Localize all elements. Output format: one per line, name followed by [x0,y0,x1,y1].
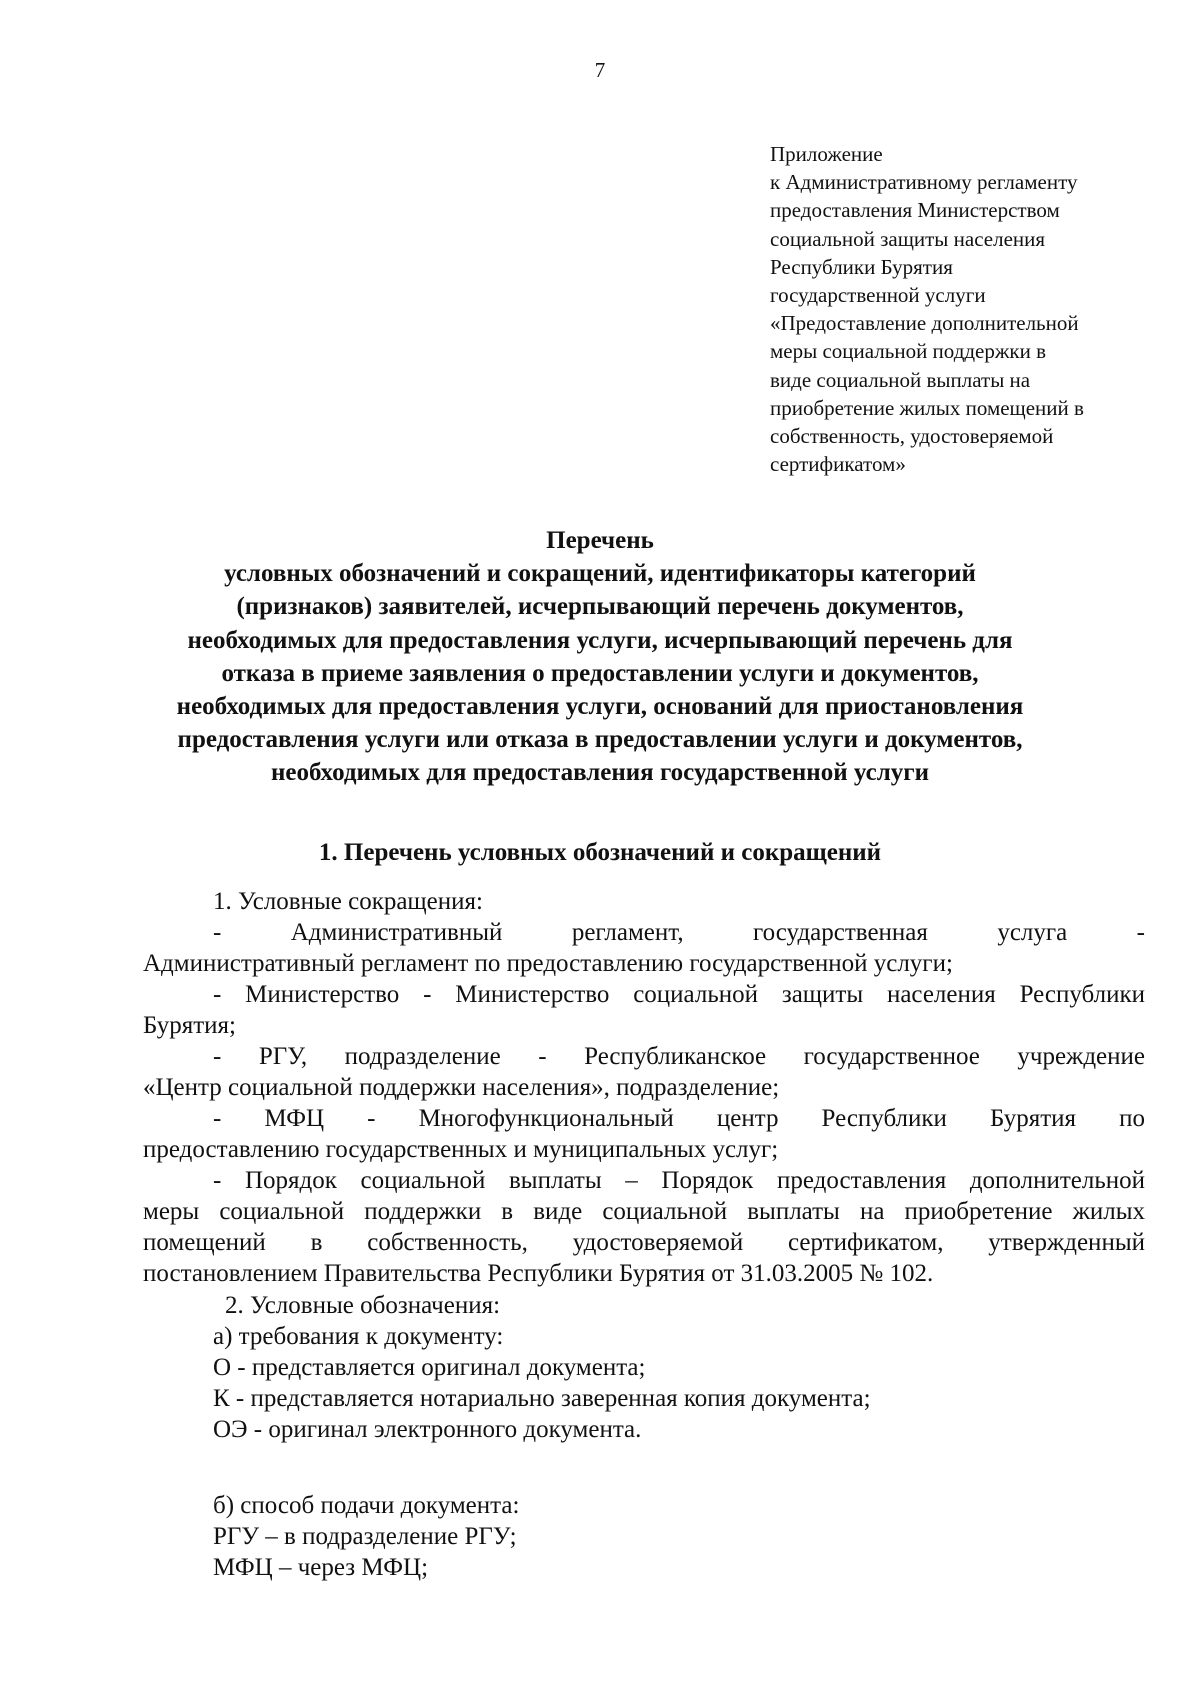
abbr-admin-line1: - Административный регламент, государственная услуга - [213,919,1145,946]
abbr-rgu-line1: - РГУ, подразделение - Республиканское государственное учреждение [213,1043,1145,1070]
title-line: отказа в приеме заявления о предоставлении услуги и документов, [221,659,979,687]
title-line: (признаков) заявителей, исчерпывающий перечень документов, [236,593,964,621]
title-line: необходимых для предоставления услуги, исчерпывающий перечень для [187,626,1013,654]
appendix-line: к Административному регламенту [770,170,1078,195]
submission-method-heading: б) способ подачи документа: [213,1492,520,1519]
title-line: Перечень [546,527,654,554]
abbr-mfc-line1: - МФЦ - Многофункциональный центр Республики Бурятия по [213,1105,1145,1132]
appendix-line: сертификатом» [770,452,906,477]
title-line: предоставления услуги или отказа в предоставлении услуги и документов, [177,726,1023,754]
appendix-line: меры социальной поддержки в [770,339,1046,364]
submission-method-rgu: РГУ – в подразделение РГУ; [213,1523,517,1550]
appendix-line: виде социальной выплаты на [770,367,1031,392]
abbr-admin-line2: Административный регламент по предоставлению государственной услуги; [143,950,953,977]
appendix-line: собственность, удостоверяемой [770,424,1054,449]
appendix-line: предоставления Министерством [770,198,1060,223]
appendix-line: приобретение жилых помещений в [770,395,1084,420]
requirement-notarized-copy: К - представляется нотариально заверенная копия документа; [213,1385,871,1412]
requirement-original: О - представляется оригинал документа; [213,1354,646,1381]
appendix-line: социальной защиты населения [770,226,1046,251]
abbr-ministry-line2: Бурятия; [143,1012,236,1039]
requirement-electronic-original: ОЭ - оригинал электронного документа. [213,1416,642,1443]
submission-method-mfc: МФЦ – через МФЦ; [213,1554,429,1581]
title-line: необходимых для предоставления услуги, оснований для приостановления [176,693,1024,721]
page-number: 7 [594,58,606,82]
appendix-line: «Предоставление дополнительной [770,311,1079,336]
abbreviations-heading: 1. Условные сокращения: [213,888,483,915]
section-heading: 1. Перечень условных обозначений и сокращений [318,839,882,866]
designations-heading: 2. Условные обозначения: [225,1292,501,1319]
appendix-note [770,140,1170,478]
title-line: необходимых для предоставления государственной услуги [271,759,929,787]
appendix-line: Республики Бурятия [770,254,953,279]
abbr-order-line4: постановлением Правительства Республики Бурятия от 31.03.2005 № 102. [143,1260,934,1287]
title-line: условных обозначений и сокращений, идентификаторы категорий [224,560,976,588]
abbr-ministry-line1: - Министерство - Министерство социальной защиты населения Республики [213,981,1145,1008]
appendix-line: Приложение [770,142,883,166]
abbr-order-line2: меры социальной поддержки в виде социальной выплаты на приобретение жилых [143,1198,1145,1225]
abbr-order-line1: - Порядок социальной выплаты – Порядок предоставления дополнительной [213,1167,1145,1194]
abbr-rgu-line2: «Центр социальной поддержки населения», подразделение; [143,1074,780,1101]
abbr-mfc-line2: предоставлению государственных и муниципальных услуг; [143,1136,779,1163]
abbr-order-line3: помещений в собственность, удостоверяемой сертификатом, утвержденный [143,1229,1145,1256]
requirements-heading: а) требования к документу: [213,1323,504,1350]
appendix-line: государственной услуги [770,283,986,308]
document-title [100,524,1100,790]
